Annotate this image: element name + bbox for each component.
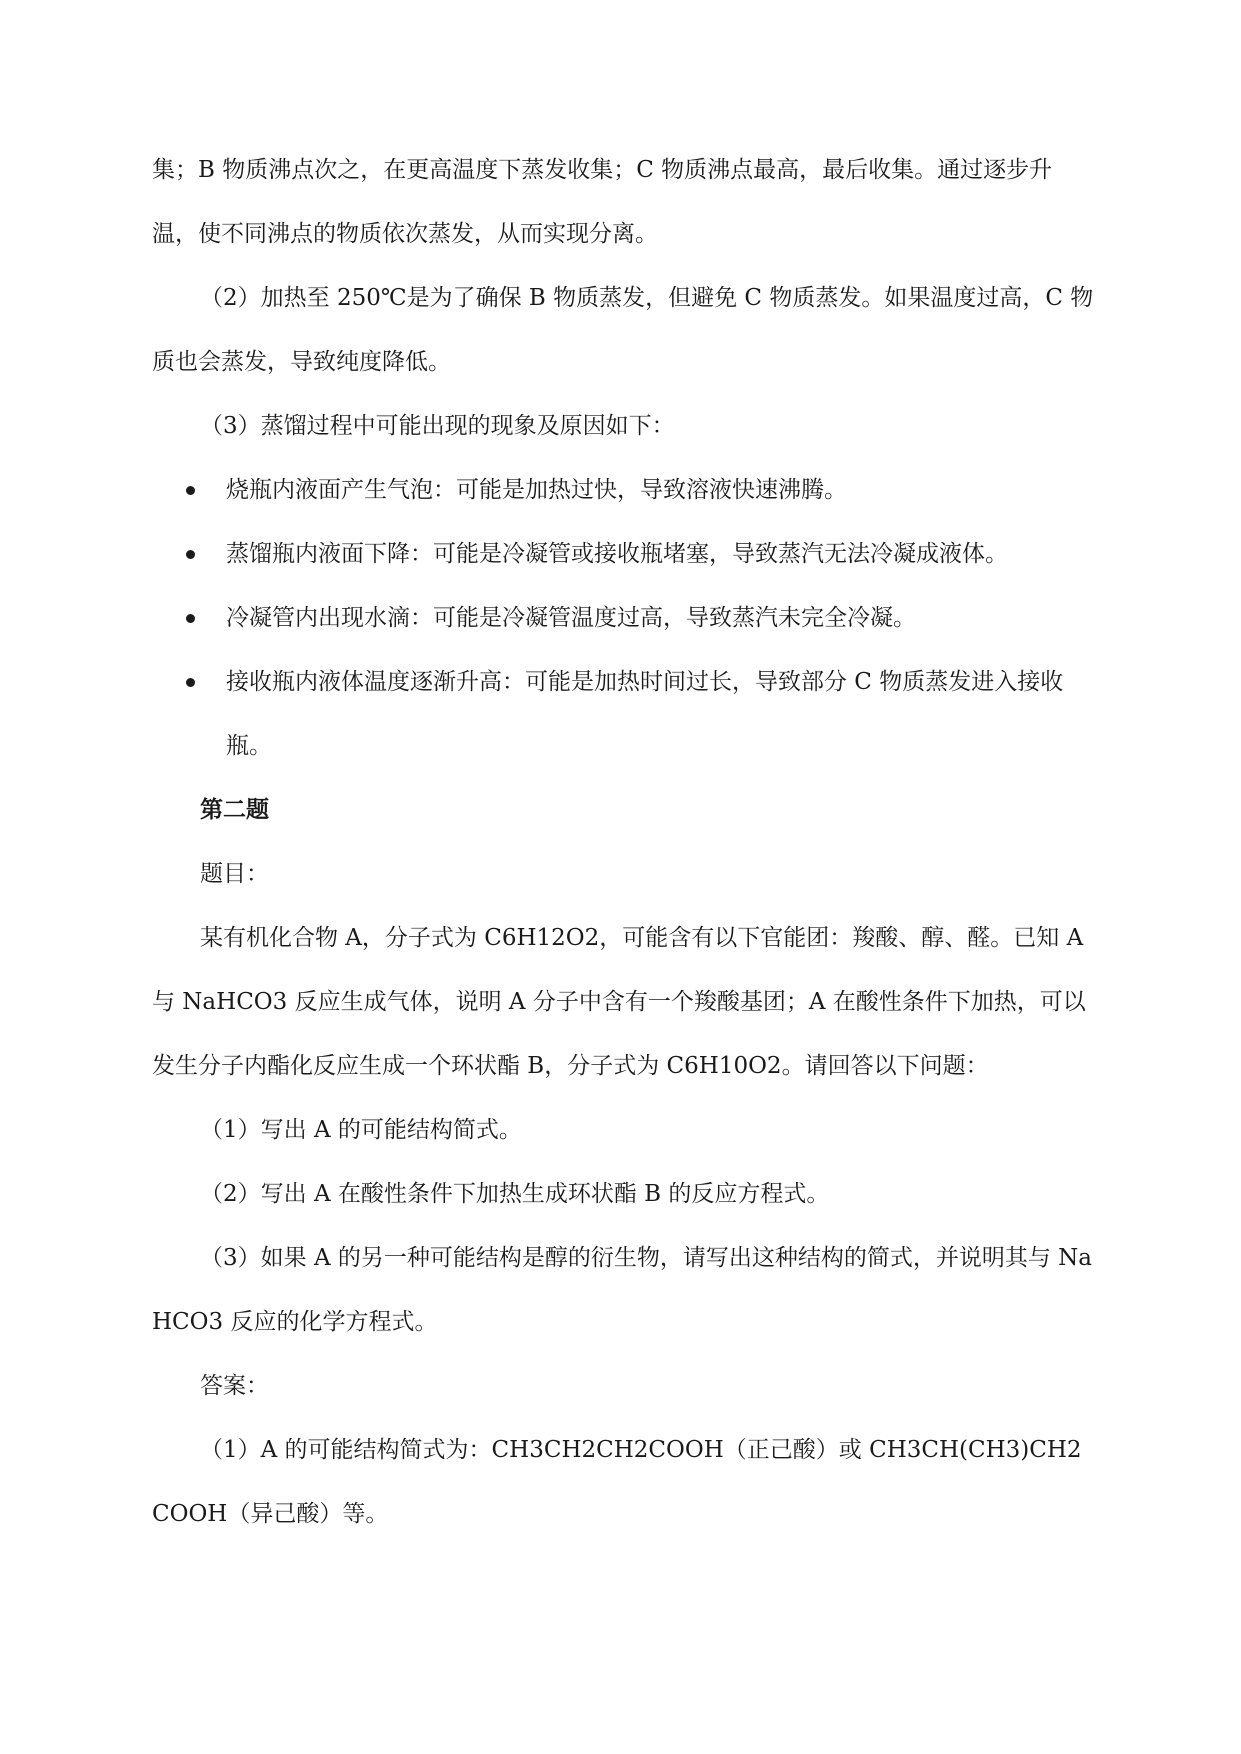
bullet-icon	[186, 550, 195, 559]
list-item-text: 接收瓶内液体温度逐渐升高：可能是加热时间过长，导致部分 C 物质蒸发进入接收瓶。	[226, 669, 1064, 759]
list-item-text: 烧瓶内液面产生气泡：可能是加热过快，导致溶液快速沸腾。	[226, 477, 847, 503]
list-item-text: 冷凝管内出现水滴：可能是冷凝管温度过高，导致蒸汽未完全冷凝。	[226, 605, 916, 631]
paragraph-part-3: （3）蒸馏过程中可能出现的现象及原因如下：	[200, 413, 675, 439]
bullet-icon	[186, 614, 195, 623]
answer-label: 答案：	[200, 1373, 269, 1399]
list-item	[152, 586, 1097, 650]
phenomena-list	[152, 458, 1097, 778]
paragraph-part-2: （2）加热至 250℃是为了确保 B 物质蒸发，但避免 C 物质蒸发。如果温度过高，C 物质也会蒸发，导致纯度降低。	[152, 285, 1094, 375]
paragraph-continuation: 集；B 物质沸点次之，在更高温度下蒸发收集；C 物质沸点最高，最后收集。通过逐步升温，使不同沸点的物质依次蒸发，从而实现分离。	[152, 157, 1053, 247]
list-item	[152, 650, 1097, 778]
list-item	[152, 458, 1097, 522]
section-heading: 第二题	[200, 797, 269, 823]
question-body: 某有机化合物 A，分子式为 C6H12O2，可能含有以下官能团：羧酸、醇、醛。已知 A 与 NaHCO3 反应生成气体，说明 A 分子中含有一个羧酸基团；A 在酸性条件下加热，可以发生分子内酯化反应生成一个环状酯 B，分子式为 C6H10O2。请回答以下问题：	[152, 925, 1086, 1079]
bullet-icon	[186, 486, 195, 495]
question-item: （3）如果 A 的另一种可能结构是醇的衍生物，请写出这种结构的简式，并说明其与 NaHCO3 反应的化学方程式。	[152, 1245, 1093, 1335]
bullet-icon	[186, 678, 195, 687]
list-item	[152, 522, 1097, 586]
question-item: （2）写出 A 在酸性条件下加热生成环状酯 B 的反应方程式。	[200, 1181, 830, 1207]
answer-item: （1）A 的可能结构简式为：CH3CH2CH2COOH（正己酸）或 CH3CH(CH3)CH2COOH（异己酸）等。	[152, 1437, 1082, 1527]
question-label: 题目：	[200, 861, 269, 887]
document-page	[152, 138, 1097, 1546]
list-item-text: 蒸馏瓶内液面下降：可能是冷凝管或接收瓶堵塞，导致蒸汽无法冷凝成液体。	[226, 541, 1008, 567]
question-item: （1）写出 A 的可能结构简式。	[200, 1117, 522, 1143]
